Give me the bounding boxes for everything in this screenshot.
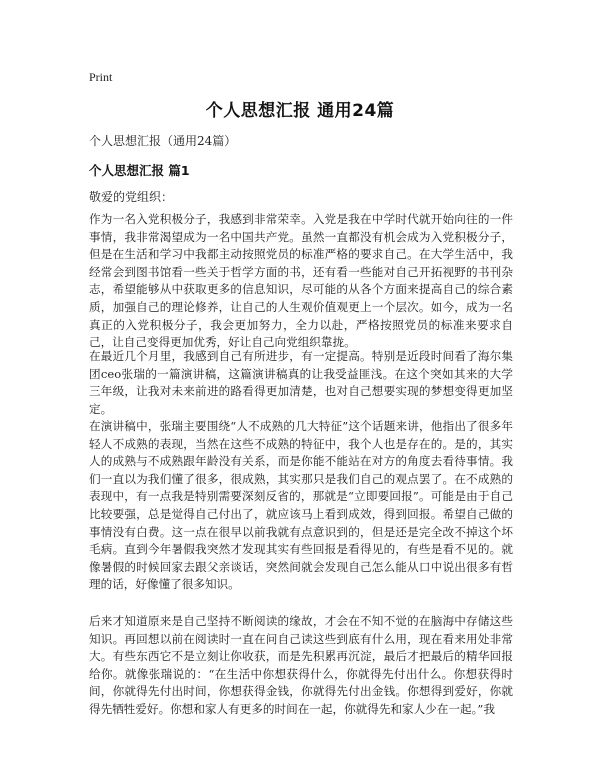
- paragraph-4: 后来才知道原来是自己坚持不断阅读的缘故，才会在不知不觉的在脑海中存储这些知识。再回想以前在阅读时一直在问自己读这些到底有什么用，现在看来用处非常大。有些东西它不是立刻让你收获，而是先积累再沉淀，最后才把最后的精华回报给你。就像张瑞说的：“在生活中你想获得什么，你就得先付出什么。你想获得时间，你就得先付出时间，你想获得金钱，你就得先付出金钱。你想得到爱好，你就得先牺牲爱好。你想和家人有更多的时间在一起，你就得先和家人少在一起。”我: [89, 614, 513, 716]
- salutation: 敬爱的党组织：: [89, 190, 174, 204]
- paragraph-1: 作为一名入党积极分子，我感到非常荣幸。入党是我在中学时代就开始向往的一件事情，我非常渴望成为一名中国共产党。虽然一直都没有机会成为入党积极分子，但是在生活和学习中我都主动按照党员的标准严格的要求自己。在大学生活中，我经常会到图书馆看一些关于哲学方面的书，还有看一些能对自己开拓视野的书刊杂志，希望能够从中获取更多的信息知识，尽可能的从各个方面来提高自己的综合素质，加强自己的理论修养，让自己的人生观价值观更上一个层次。如今，成为一名真正的入党积极分子，我会更加努力，全力以赴，严格按照党员的标准来要求自己，让自己变得更加优秀，好让自己向党组织靠拢。: [89, 212, 513, 350]
- document-subtitle: 个人思想汇报（通用24篇）: [89, 134, 237, 148]
- paragraph-3: 在演讲稿中，张瑞主要围绕“人不成熟的几大特征”这个话题来讲，他指出了很多年轻人不成熟的表现，当然在这些不成熟的特征中，我个人也是存在的。是的，其实人的成熟与不成熟跟年龄没有关系，而是你能不能站在对方的角度去看待事情。我们一直以为我们懂了很多，很成熟，其实那只是我们自己的观点罢了。在不成熟的表现中，有一点我是特别需要深刻反省的，那就是“立即要回报”。可能是由于自己比较要强，总是觉得自己付出了，就应该马上看到成效，得到回报。希望自己做的事情没有白费。这一点在很早以前我就有点意识到的，但是还是完全改不掉这个坏毛病。直到今年暑假我突然才发现其实有些回报是看得见的，有些是看不见的。就像暑假的时候回家去跟父亲谈话，突然间就会发现自己怎么能从口中说出很多有哲理的话，好像懂了很多知识。: [89, 419, 513, 592]
- page-title: 个人思想汇报 通用24篇: [205, 101, 395, 121]
- section-heading: 个人思想汇报 篇1: [89, 163, 190, 178]
- print-label[interactable]: Print: [89, 70, 113, 84]
- paragraph-2: 在最近几个月里，我感到自己有所进步，有一定提高。特别是近段时间看了海尔集团ceo张瑞的一篇演讲稿，这篇演讲稿真的让我受益匪浅。在这个突如其来的大学三年级，让我对未来前进的路看得更加清楚，也对自己想要实现的梦想变得更加坚定。: [89, 349, 513, 416]
